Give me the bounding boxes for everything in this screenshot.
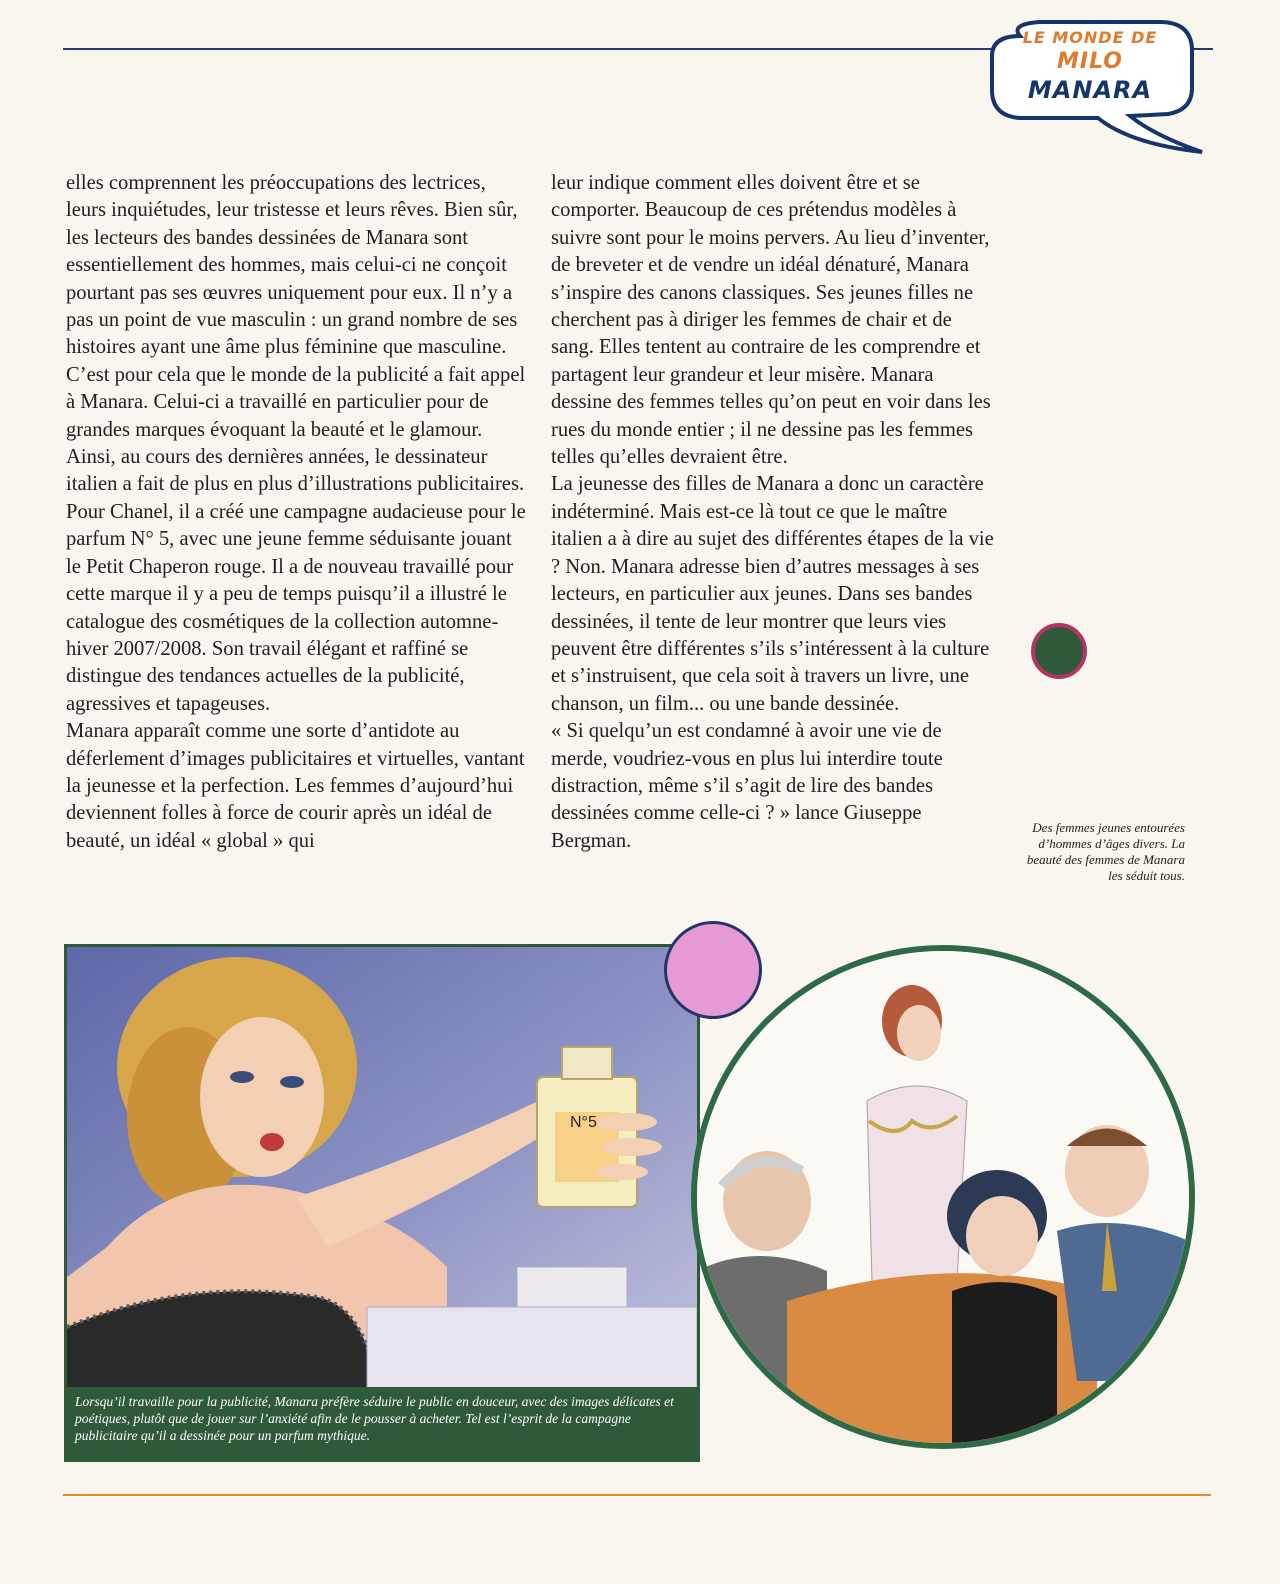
paragraph: elles comprennent les préoccupations des lectrices, leurs inquiétudes, leur tristesse et leurs rêves. Bien sûr, les lecteurs des bandes dessinées de Manara sont essentiellement des hommes, mais celui-ci ne conçoit pourtant pas ses œuvres uniquement pour eux. Il n’y a pas un point de vue masculin : un grand nombre de ses histoires ayant une âme plus féminine que masculine. C’est pour cela que le monde de la publicité a fait appel à Manara. Celui-ci a travaillé en particulier pour de grandes marques évoquant la beauté et le glamour. Ainsi, au cours des dernières années, le dessinateur italien a fait de plus en plus d’illustrations publicitaires. Pour Chanel, il a créé une campagne audacieuse pour le parfum N° 5, avec une jeune femme séduisante jouant le Petit Chaperon rouge. Il a de nouveau travaillé pour cette marque il y a peu de temps puisqu’il a illustré le catalogue des cosmétiques de la collection automne-hiver 2007/2008. Son travail élégant et raffiné se distingue des tendances actuelles de la publicité, agressives et tapageuses. xyxy=(66,172,526,715)
bottom-rule xyxy=(63,1494,1211,1496)
paragraph: « Si quelqu’un est condamné à avoir une vie de merde, voudriez-vous en plus lui interdire toute distraction, même s’il s’agit de lire des bandes dessinées comme celle-ci ? » lance Giuseppe Bergman. xyxy=(551,720,943,852)
decorative-dot-pink xyxy=(664,921,762,1019)
illustration-caption: Lorsqu’il travaille pour la publicité, Manara préfère séduire le public en douceur, avec des images délicates et poétiques, plutôt que de jouer sur l’anxiété afin de le pousser à acheter. Tel est l’esprit de la campagne publicitaire qu’il a dessinée pour un parfum mythique. xyxy=(67,1387,697,1459)
round-illustration xyxy=(691,945,1195,1449)
decorative-dot-green xyxy=(1031,623,1087,679)
series-logo xyxy=(990,28,1190,104)
article-column-right xyxy=(551,170,996,855)
paragraph: La jeunesse des filles de Manara a donc un caractère indéterminé. Mais est-ce là tout ce que le maître italien a à dire au sujet des différentes étapes de la vie ? Non. Manara adresse bien d’autres messages à ses lecteurs, en particulier aux jeunes. Dans ses bandes dessinées, il tente de leur montrer que leurs vies peuvent être différentes s’ils s’intéressent à la culture et s’instruisent, que cela soit à travers un livre, une chanson, un film... ou une bande dessinée. xyxy=(551,473,994,715)
perfume-artwork xyxy=(67,947,697,1393)
logo-line-2: MILO xyxy=(1056,49,1123,74)
logo-line-1: LE MONDE DE xyxy=(1022,28,1158,47)
logo-line-3: MANARA xyxy=(1027,76,1153,104)
perfume-illustration xyxy=(64,944,700,1462)
article-column-left xyxy=(66,170,526,855)
paragraph: leur indique comment elles doivent être et se comporter. Beaucoup de ces prétendus modèles à suivre sont pour le moins pervers. Au lieu d’inventer, de breveter et de vendre un idéal dénaturé, Manara s’inspire des canons classiques. Ses jeunes filles ne cherchent pas à diriger les femmes de chair et de sang. Elles tentent au contraire de les comprendre et partagent leur grandeur et leur misère. Manara dessine des femmes telles qu’on peut en voir dans les rues du monde entier ; il ne dessine pas les femmes telles qu’elles devraient être. xyxy=(551,172,991,469)
bottle-label: N°5 xyxy=(570,1114,597,1131)
side-caption: Des femmes jeunes entourées d’hommes d’âges divers. La beauté des femmes de Manara les séduit tous. xyxy=(1026,820,1185,883)
paragraph: Manara apparaît comme une sorte d’antidote au déferlement d’images publicitaires et virtuelles, vantant la jeunesse et la perfection. Les femmes d’aujourd’hui deviennent folles à force de courir après un idéal de beauté, un idéal « global » qui xyxy=(66,720,525,852)
group-artwork xyxy=(697,951,1189,1443)
